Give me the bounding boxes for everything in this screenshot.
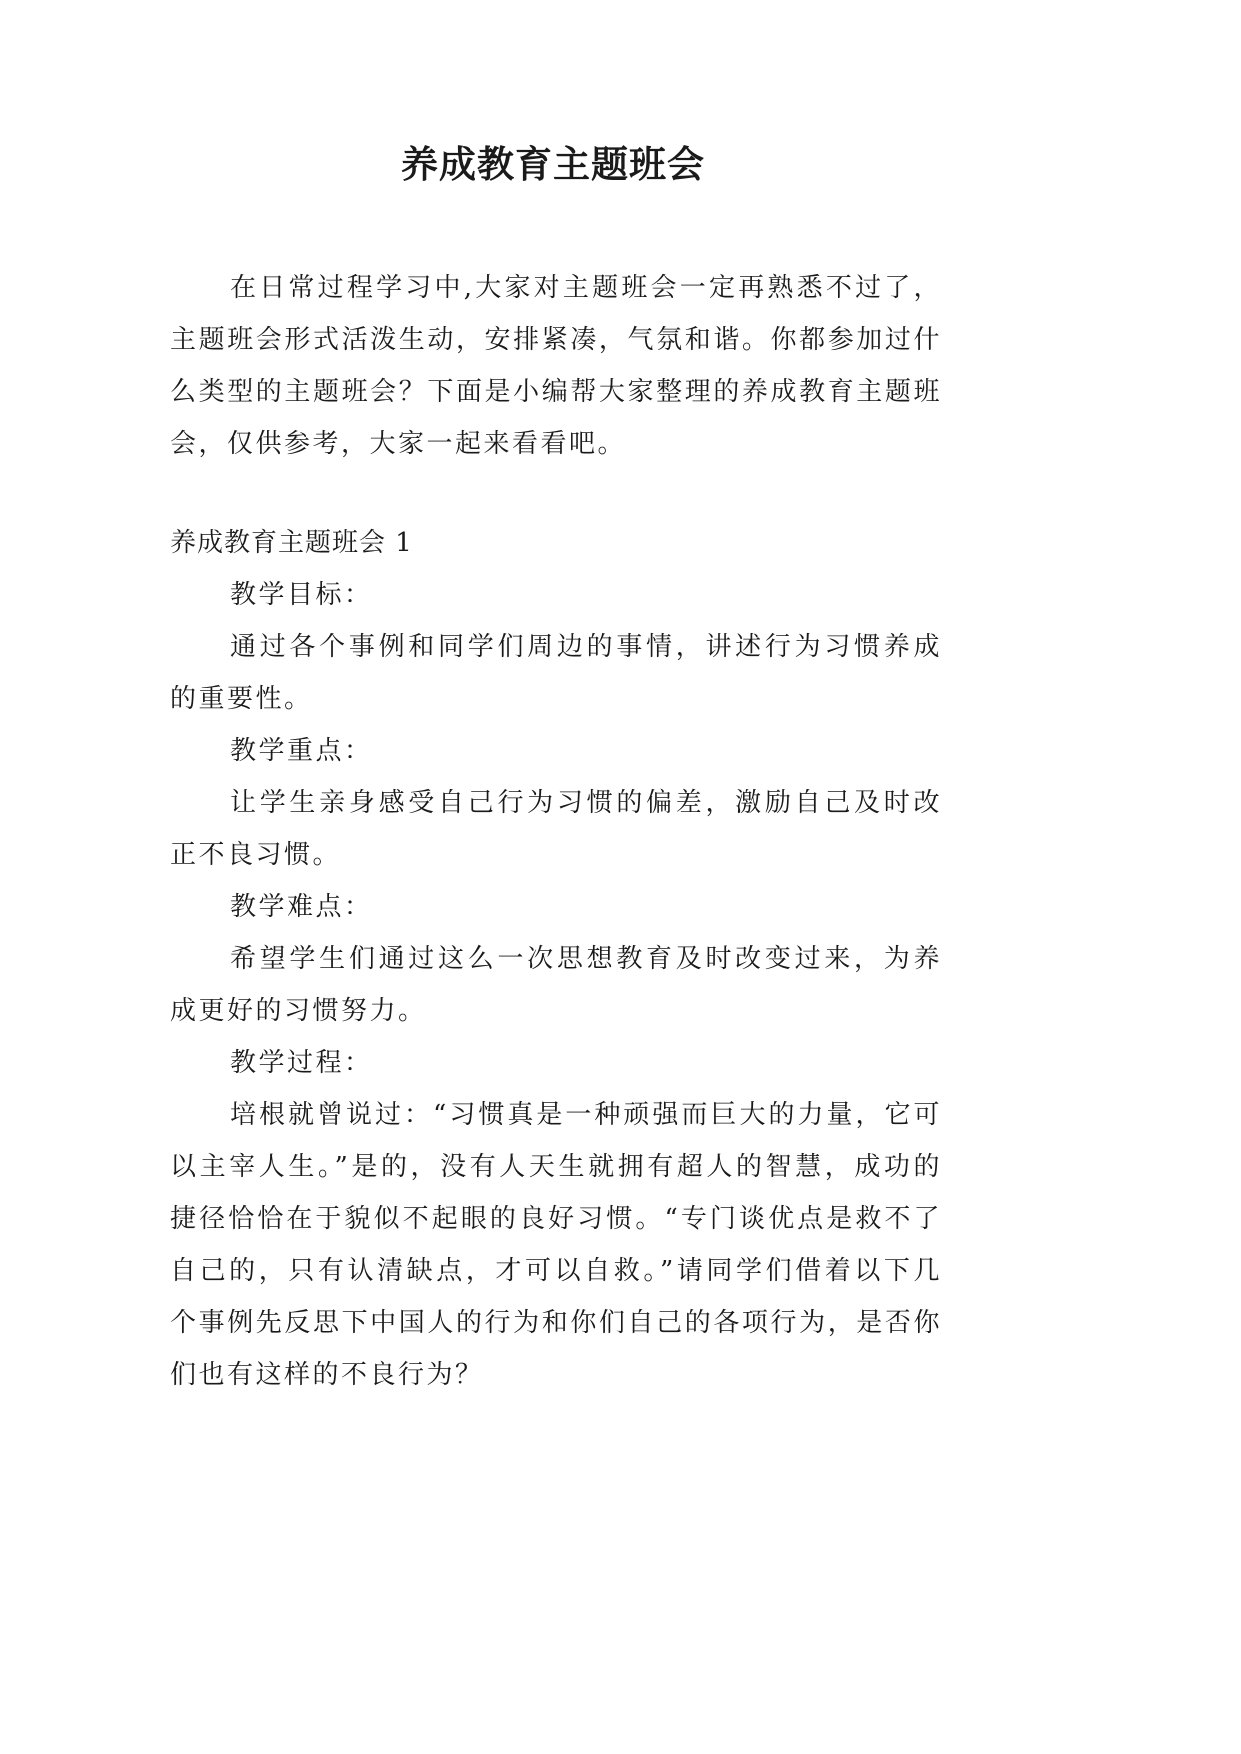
teaching-focus-label: 教学重点：: [230, 736, 373, 766]
teaching-goal-text: 通过各个事例和同学们周边的事情，讲述行为习惯养成的重要性。: [170, 632, 942, 714]
document-title: 养成教育主题班会: [401, 142, 705, 186]
teaching-process-label: 教学过程：: [230, 1048, 373, 1078]
teaching-process-text: 培根就曾说过：“习惯真是一种顽强而巨大的力量，它可以主宰人生。”是的，没有人天生就拥有超人的智慧，成功的捷径恰恰在于貌似不起眼的良好习惯。“专门谈优点是救不了自己的，只有认清缺点，才可以自救。”请同学们借着以下几个事例先反思下中国人的行为和你们自己的各项行为，是否你们也有这样的不良行为？: [170, 1100, 942, 1390]
teaching-focus-text: 让学生亲身感受自己行为习惯的偏差，激励自己及时改正不良习惯。: [170, 788, 942, 870]
intro-paragraph: 在日常过程学习中,大家对主题班会一定再熟悉不过了，主题班会形式活泼生动，安排紧凑，气氛和谐。你都参加过什么类型的主题班会？下面是小编帮大家整理的养成教育主题班会，仅供参考，大家一起来看看吧。: [170, 273, 942, 459]
teaching-goal-label: 教学目标：: [230, 580, 373, 610]
teaching-difficulty-text: 希望学生们通过这么一次思想教育及时改变过来，为养成更好的习惯努力。: [170, 944, 942, 1026]
teaching-difficulty-label: 教学难点：: [230, 892, 373, 922]
section-heading: 养成教育主题班会 1: [170, 528, 413, 558]
